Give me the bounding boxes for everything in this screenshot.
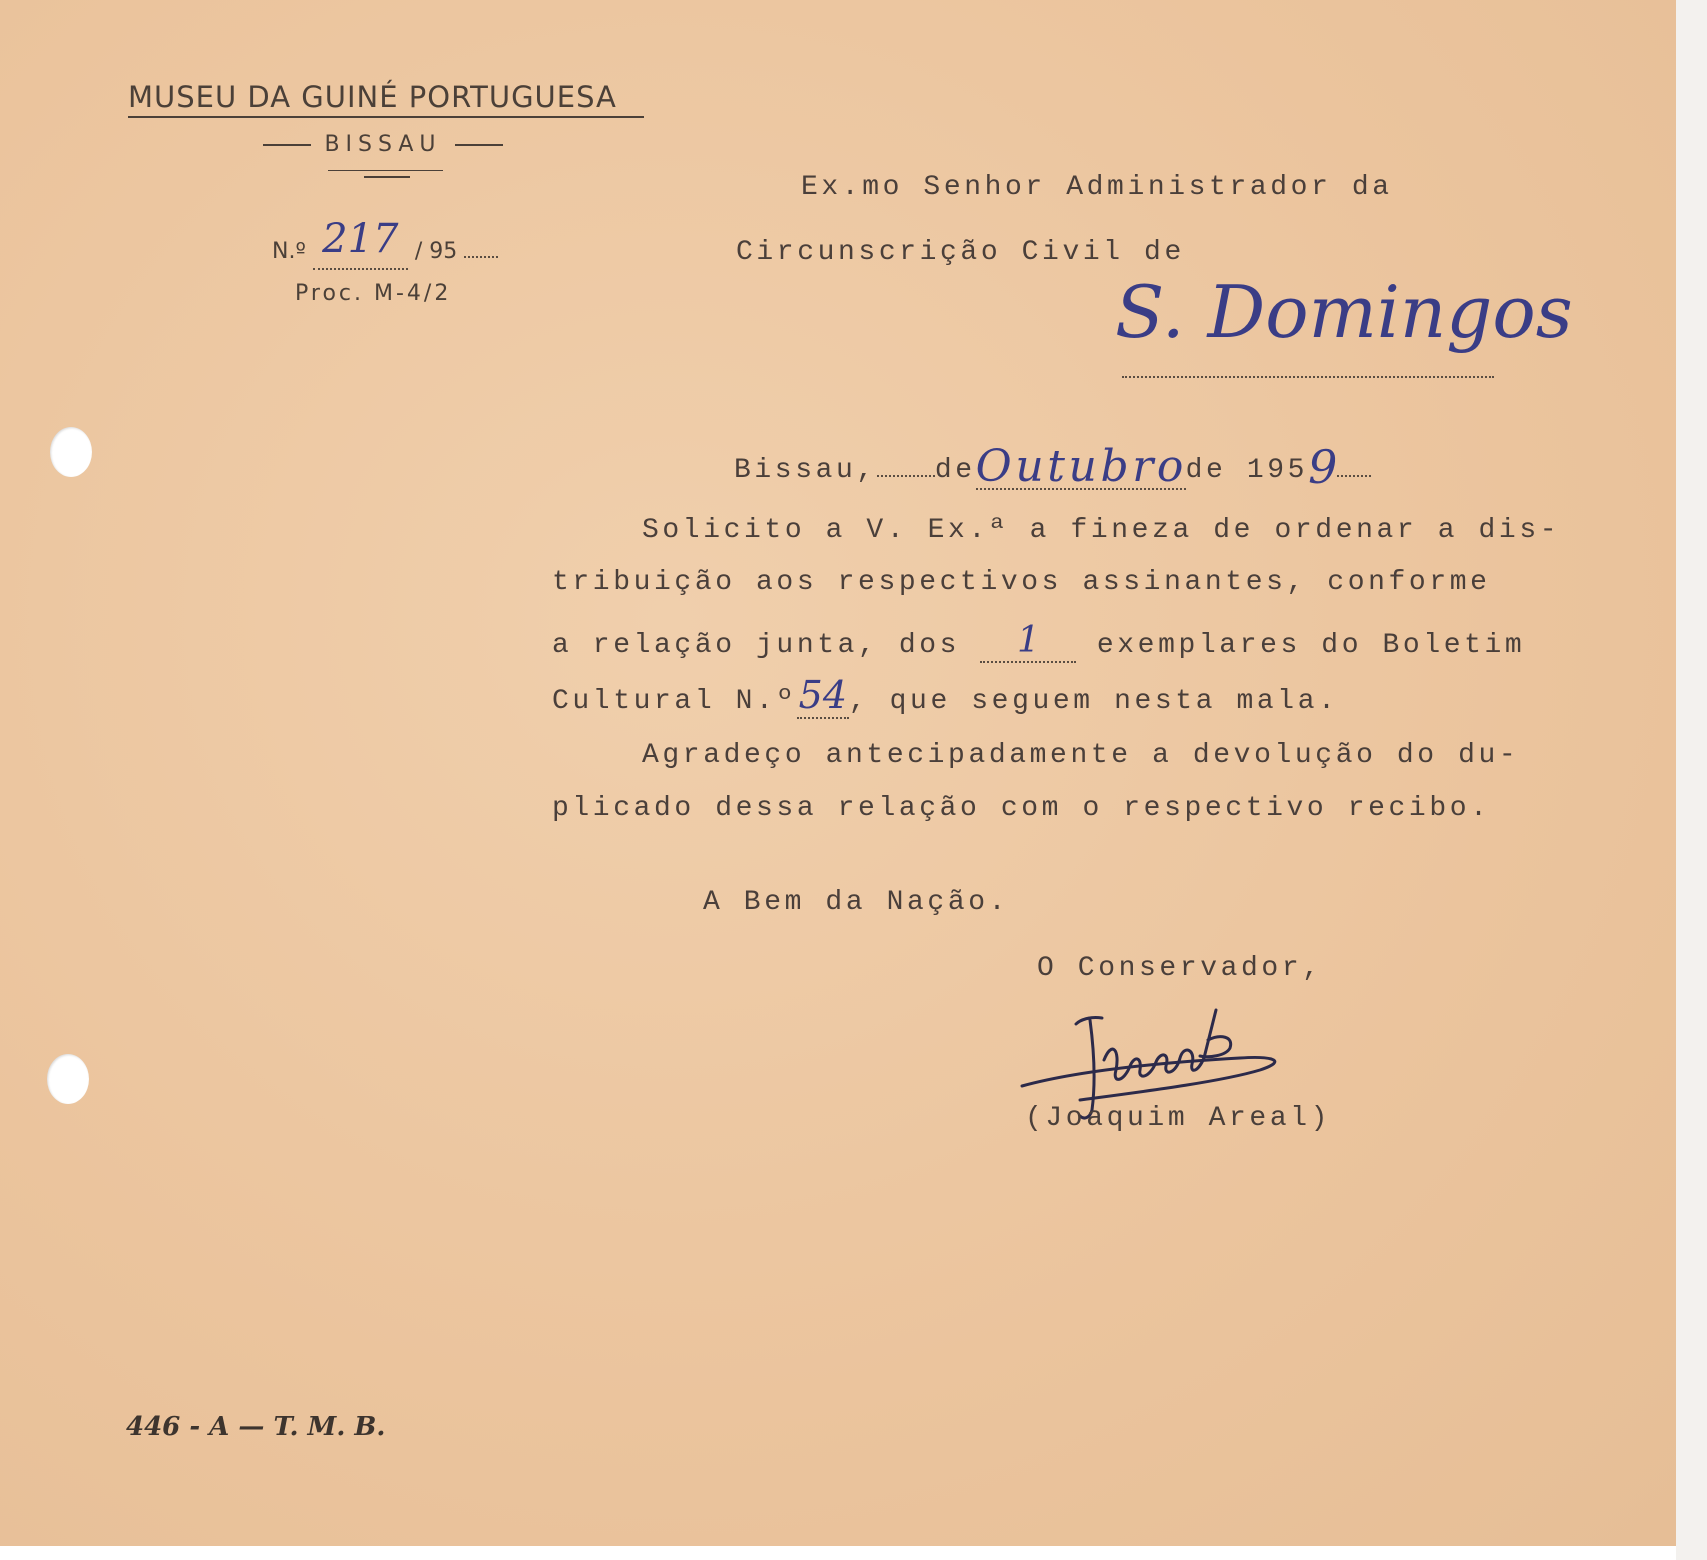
body-p1-line1: Solicito a V. Ex.ª a fineza de ordenar a dis- (642, 515, 1561, 546)
body-p1-line3-b: exemplares do Boletim (1096, 630, 1526, 661)
punch-hole-bottom (47, 1054, 89, 1104)
number-prefix: N.º (272, 239, 306, 264)
addressee-place-handwritten: S. Domingos (1115, 270, 1573, 354)
year-prefix: / 95 (414, 239, 458, 264)
year-dots (464, 256, 498, 258)
dash-right (455, 144, 503, 146)
process-reference: Proc. M-4/2 (295, 281, 452, 306)
addressee-line2: Circunscrição Civil de (736, 237, 1185, 268)
letterhead-city-text: BISSAU (324, 132, 442, 157)
date-month-field (976, 437, 1186, 490)
bulletin-number-handwritten: 54 (798, 673, 848, 717)
letterhead-institution: MUSEU DA GUINÉ PORTUGUESA (128, 80, 644, 118)
body-p1-line4 (552, 673, 1339, 719)
letterhead-rule (328, 170, 443, 171)
body-p1-line3-a: a relação junta, dos (552, 630, 961, 661)
dash-left (263, 144, 311, 146)
body-p2-line2: plicado dessa relação com o respectivo recibo. (552, 793, 1491, 824)
number-handwritten: 217 (322, 216, 399, 262)
body-p1-line4-b: , que seguem nesta mala. (848, 686, 1339, 717)
footer-print-code: 446 - A — T. M. B. (126, 1412, 386, 1442)
punch-hole-top (50, 427, 92, 477)
date-city: Bissau, (734, 455, 877, 486)
place-dots (1122, 376, 1494, 378)
copies-handwritten: 1 (1017, 620, 1040, 661)
date-de1: de (934, 455, 976, 486)
body-p1-line3 (552, 620, 1525, 663)
closing-name: (Joaquim Areal) (1025, 1103, 1332, 1134)
body-p1-line4-a: Cultural N.º (552, 686, 797, 717)
date-de2: de 195 (1185, 455, 1309, 486)
date-year-dots (1337, 475, 1371, 477)
addressee-line1: Ex.mo Senhor Administrador da (801, 172, 1393, 203)
bulletin-number-field (797, 673, 849, 719)
reference-number (272, 216, 498, 270)
body-p2-line1: Agradeço antecipadamente a devolução do du- (642, 740, 1520, 771)
scan-margin-right (1676, 0, 1707, 1560)
letterhead-city (253, 132, 513, 157)
body-p1-line2: tribuição aos respectivos assinantes, conforme (552, 567, 1491, 598)
copies-field (980, 620, 1076, 663)
date-year-handwritten: 9 (1308, 440, 1338, 494)
dateline (734, 434, 1371, 494)
number-field (313, 216, 408, 270)
closing-salutation: A Bem da Nação. (703, 887, 1010, 918)
date-day-dots (877, 475, 935, 477)
letterhead-rule-short (364, 176, 410, 178)
closing-title: O Conservador, (1037, 953, 1323, 984)
date-month-handwritten: Outubro (975, 441, 1187, 492)
